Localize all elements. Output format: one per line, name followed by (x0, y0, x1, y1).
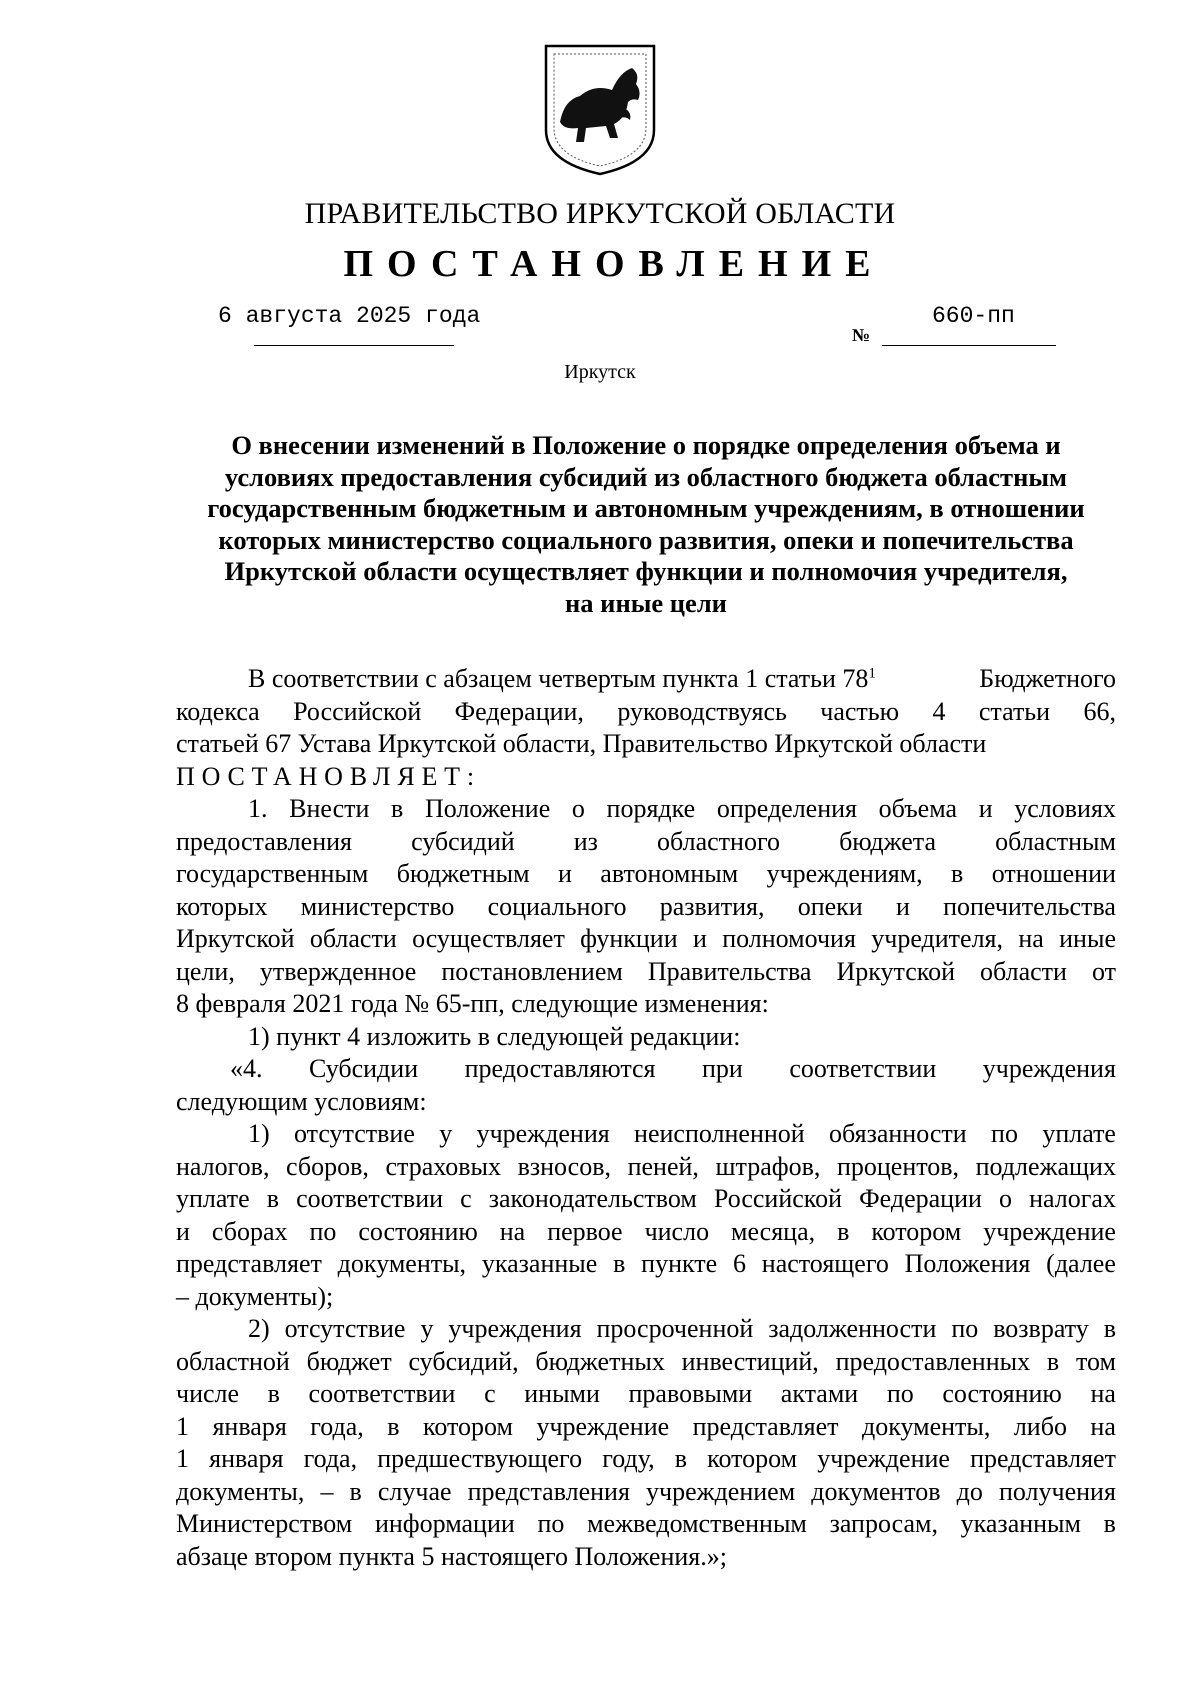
body-word: уплате (176, 1184, 250, 1213)
body-word: условиях (1014, 794, 1116, 823)
body-word: штрафов, (715, 1151, 821, 1181)
body-word: с (484, 1379, 496, 1408)
body-word: задолженности (768, 1314, 937, 1343)
body-word: В соответствии с абзацем четвертым пункта 1 статьи $78^1$ (248, 664, 876, 693)
body-word: документы, (861, 1411, 991, 1441)
body-word: осуществляет (412, 924, 565, 953)
title-line: О внесении изменений в Положение о порядке определения объема и (231, 430, 1061, 460)
document-body (176, 663, 1116, 1573)
paragraph-line: 1) пункт 4 изложить в следующей редакции: (248, 1021, 741, 1051)
body-word: году, (602, 1444, 655, 1473)
coat-of-arms-emblem (540, 38, 660, 178)
body-word: бюджет (306, 1346, 392, 1376)
body-word: областным (995, 826, 1116, 856)
body-word: от (1091, 956, 1116, 986)
body-word: 1) (248, 1119, 270, 1148)
body-word: статьи (978, 696, 1051, 726)
body-word: постановлением (441, 956, 623, 986)
body-word: министерство (300, 891, 455, 921)
body-word: 66, (1083, 696, 1116, 726)
body-word: предшествующего (377, 1444, 583, 1473)
body-word: процентов, (836, 1151, 960, 1181)
title-line: Иркутской области осуществляет функции и полномочия учредителя, (224, 556, 1068, 586)
paragraph-line (176, 1183, 1116, 1216)
body-word: Положения (904, 1249, 1031, 1278)
body-word: руководствуясь (617, 696, 787, 726)
paragraph-line: – документы); (176, 1281, 334, 1311)
body-word: 4 (932, 696, 946, 726)
body-word: документов (811, 1476, 941, 1506)
body-word: указанные (481, 1249, 598, 1278)
body-word: уплате (1042, 1119, 1116, 1148)
body-word: указанным (960, 1509, 1081, 1538)
body-word: возврату (993, 1314, 1089, 1343)
body-word: попечительства (943, 891, 1116, 921)
body-word: 6 (733, 1249, 746, 1278)
body-word: правовыми (628, 1379, 753, 1408)
body-word: – (320, 1476, 334, 1506)
body-word: областной (176, 1346, 290, 1376)
body-word: в (1046, 1346, 1060, 1376)
body-word: и (176, 1216, 190, 1246)
body-word: неисполненной (634, 1119, 805, 1148)
body-word: первое (547, 1216, 623, 1246)
body-word: представляет (970, 1444, 1116, 1473)
body-word: учреждения (448, 1314, 582, 1343)
body-word: при (702, 1054, 743, 1083)
body-word: пункте (641, 1249, 718, 1278)
body-word: автономным (600, 859, 739, 888)
body-word: Субсидии (309, 1054, 419, 1083)
date-underline (254, 345, 454, 346)
body-word: в (267, 1379, 280, 1408)
body-word: области (309, 924, 397, 953)
paragraph-line (176, 1313, 1116, 1346)
body-word: взносов, (517, 1151, 612, 1181)
body-word: социального (487, 891, 627, 921)
body-word: случае (377, 1476, 452, 1506)
paragraph-line (176, 1216, 1116, 1249)
body-word: соответствии (308, 1379, 456, 1408)
body-word: законодательством (488, 1184, 697, 1213)
body-word: кодекса (176, 696, 260, 726)
body-word: Правительства (647, 956, 812, 986)
body-word: 1 (176, 1411, 189, 1441)
body-word: на (1090, 1379, 1116, 1408)
body-word: учреждение (983, 1216, 1116, 1246)
body-word: полномочия (722, 924, 856, 953)
body-word: 2) (248, 1314, 270, 1343)
body-word: подлежащих (975, 1151, 1116, 1181)
body-word: Министерством (176, 1509, 353, 1538)
body-word: налогов, (176, 1151, 270, 1181)
body-word: цели, (176, 956, 235, 986)
paragraph-line (176, 1476, 1116, 1509)
body-word: учреждение (536, 1411, 670, 1441)
body-word: до (956, 1476, 983, 1506)
body-word: предоставляются (464, 1054, 656, 1083)
body-word: запросам, (829, 1509, 938, 1538)
paragraph-line (176, 1443, 1116, 1476)
body-word: учреждения (982, 1054, 1116, 1083)
body-word: котором (423, 1411, 513, 1441)
body-word: учреждением (646, 1476, 796, 1506)
body-word: в (391, 794, 404, 823)
body-word: актами (780, 1379, 859, 1408)
body-word: областного (657, 826, 780, 856)
paragraph-line (176, 826, 1116, 859)
body-word: государственным (176, 859, 369, 888)
body-word: (далее (1046, 1249, 1116, 1278)
body-word: 1 (176, 1444, 189, 1473)
body-word: объема (878, 794, 958, 823)
paragraph-line (176, 1053, 1116, 1086)
body-word: в (1103, 1509, 1116, 1538)
body-word: по (309, 1216, 337, 1246)
body-word: состоянию (358, 1216, 478, 1246)
body-word: предоставленных (835, 1346, 1031, 1376)
body-word: либо (1013, 1411, 1067, 1441)
body-word: опеки (797, 891, 863, 921)
paragraph-line (176, 891, 1116, 924)
document-number: 660-пп (932, 303, 1015, 329)
body-word: настоящего (761, 1249, 889, 1278)
body-word: котором (871, 1216, 962, 1246)
body-word: на (1090, 1411, 1116, 1441)
document-title (178, 430, 1114, 619)
body-word: представляет (176, 1249, 322, 1278)
body-word: 1. (248, 794, 268, 823)
body-word: инвестиций, (681, 1346, 819, 1376)
body-word: Федерации, (454, 696, 584, 726)
body-word: в (837, 1216, 850, 1246)
body-word: Внести (289, 794, 370, 823)
preamble-line (176, 663, 1116, 696)
paragraph-line (176, 858, 1116, 891)
body-word: том (1075, 1346, 1116, 1376)
body-word: в (674, 1444, 688, 1473)
body-word: состоянию (942, 1379, 1062, 1408)
body-word: представляет (692, 1411, 839, 1441)
body-word: соответствии (789, 1054, 937, 1083)
paragraph-line: 8 февраля 2021 года № 65-пп, следующие изменения: (176, 989, 769, 1018)
title-line: государственным бюджетным и автономным учреждениям, в отношении (207, 493, 1085, 523)
body-word: Российской (293, 696, 422, 726)
document-date: 6 августа 2025 года (218, 303, 481, 329)
body-word: предоставления (176, 826, 352, 856)
body-word: с (460, 1184, 472, 1213)
body-word: утвержденное (259, 956, 417, 986)
document-city: Иркутск (564, 361, 636, 383)
body-word: отсутствие (284, 1314, 406, 1343)
body-word: учредителя, (871, 924, 1004, 953)
body-word: функции (580, 924, 678, 953)
paragraph-line (176, 923, 1116, 956)
paragraph-line (176, 1151, 1116, 1184)
body-word: года, (303, 1444, 358, 1473)
body-word: и (692, 924, 707, 953)
paragraph-line (176, 1378, 1116, 1411)
body-word: иными (524, 1379, 600, 1408)
body-word: Иркутской (176, 924, 295, 953)
preamble-line: статьей 67 Устава Иркутской области, Правительство Иркутской области (176, 729, 987, 758)
body-word: отсутствие (294, 1119, 415, 1148)
body-word: Федерации (859, 1184, 982, 1213)
paragraph-line (176, 1411, 1116, 1444)
body-word: числе (176, 1379, 240, 1408)
body-word: января (209, 1444, 284, 1473)
body-word: субсидий (411, 826, 515, 856)
body-word: и (895, 891, 910, 921)
body-word: в (266, 1184, 280, 1213)
body-word: информации (374, 1509, 515, 1538)
body-word: частью (820, 696, 900, 726)
body-word: Положение (424, 794, 551, 823)
body-word: которых (176, 891, 268, 921)
body-word: порядке (606, 794, 696, 823)
preamble-line (176, 696, 1116, 729)
body-word: Российской (713, 1184, 843, 1213)
body-word: в (349, 1476, 362, 1506)
body-word: определения (716, 794, 858, 823)
body-word: налогах (1029, 1184, 1116, 1213)
body-word: в (951, 859, 964, 888)
paragraph-line: абзаце втором пункта 5 настоящего Положения.»; (176, 1541, 727, 1571)
paragraph-line: следующим условиям: (176, 1086, 427, 1116)
body-word: представления (467, 1476, 630, 1506)
body-word: января (212, 1411, 287, 1441)
body-word: Бюджетного (979, 664, 1116, 693)
document-type: ПОСТАНОВЛЕНИЕ (343, 243, 885, 285)
body-word: пеней, (627, 1151, 699, 1181)
body-word: документы, (176, 1476, 305, 1506)
body-word: в (613, 1249, 626, 1278)
title-line: условиях предоставления субсидий из областного бюджета областным (224, 461, 1068, 492)
superscript: 1 (868, 665, 876, 682)
body-word: о (998, 1184, 1012, 1213)
body-word: сборах (211, 1216, 288, 1246)
body-word: месяца, (731, 1216, 816, 1246)
body-word: просроченной (596, 1314, 754, 1343)
body-word: Иркутской (836, 956, 955, 986)
body-word: учреждение (817, 1444, 950, 1473)
body-word: области (980, 956, 1067, 986)
title-line: которых министерство социального развития, опеки и попечительства (218, 524, 1074, 555)
body-word: бюджетных (535, 1346, 665, 1376)
body-word: обязанности (829, 1119, 967, 1148)
paragraph-line (176, 1346, 1116, 1379)
body-word: бюджетным (396, 859, 530, 888)
body-word: в (387, 1411, 400, 1441)
body-word: в (1103, 1314, 1116, 1343)
body-word: иные (1059, 924, 1116, 953)
body-word: отношении (991, 859, 1116, 888)
body-word: у (420, 1314, 434, 1343)
body-word: учреждения (476, 1119, 610, 1148)
paragraph-line (176, 1248, 1116, 1281)
body-word: субсидий, (408, 1346, 519, 1376)
body-word: года, (310, 1411, 364, 1441)
body-word: сборов, (286, 1151, 369, 1181)
body-word: развития, (659, 891, 765, 921)
body-word: по (951, 1314, 979, 1343)
paragraph-line (176, 1508, 1116, 1541)
organization-name: ПРАВИТЕЛЬСТВО ИРКУТСКОЙ ОБЛАСТИ (304, 197, 896, 230)
body-word: получения (998, 1476, 1116, 1506)
body-word: страховых (385, 1151, 501, 1181)
body-word: и (557, 859, 572, 888)
body-word: учреждениям, (766, 859, 923, 888)
number-sign: № (852, 325, 871, 345)
title-line: на иные цели (565, 587, 727, 618)
body-word: на (499, 1216, 526, 1246)
body-word: по (537, 1509, 565, 1538)
body-word: котором (707, 1444, 798, 1473)
paragraph-line (176, 1118, 1116, 1151)
paragraph-line (176, 793, 1116, 826)
body-word: из (573, 826, 598, 856)
body-word: у (439, 1119, 453, 1148)
body-word: соответствии (296, 1184, 444, 1213)
body-word: на (1018, 924, 1044, 953)
number-underline (882, 345, 1056, 346)
body-word: и (978, 794, 993, 823)
body-word: по (886, 1379, 914, 1408)
decree-word: ПОСТАНОВЛЯЕТ: (176, 761, 481, 791)
body-word: межведомственным (587, 1509, 807, 1538)
body-word: по (991, 1119, 1018, 1148)
body-word: бюджета (839, 826, 937, 856)
body-word: «4. (230, 1054, 263, 1083)
body-word: документы, (337, 1249, 467, 1278)
body-word: число (644, 1216, 710, 1246)
body-word: о (571, 794, 585, 823)
paragraph-line (176, 956, 1116, 989)
